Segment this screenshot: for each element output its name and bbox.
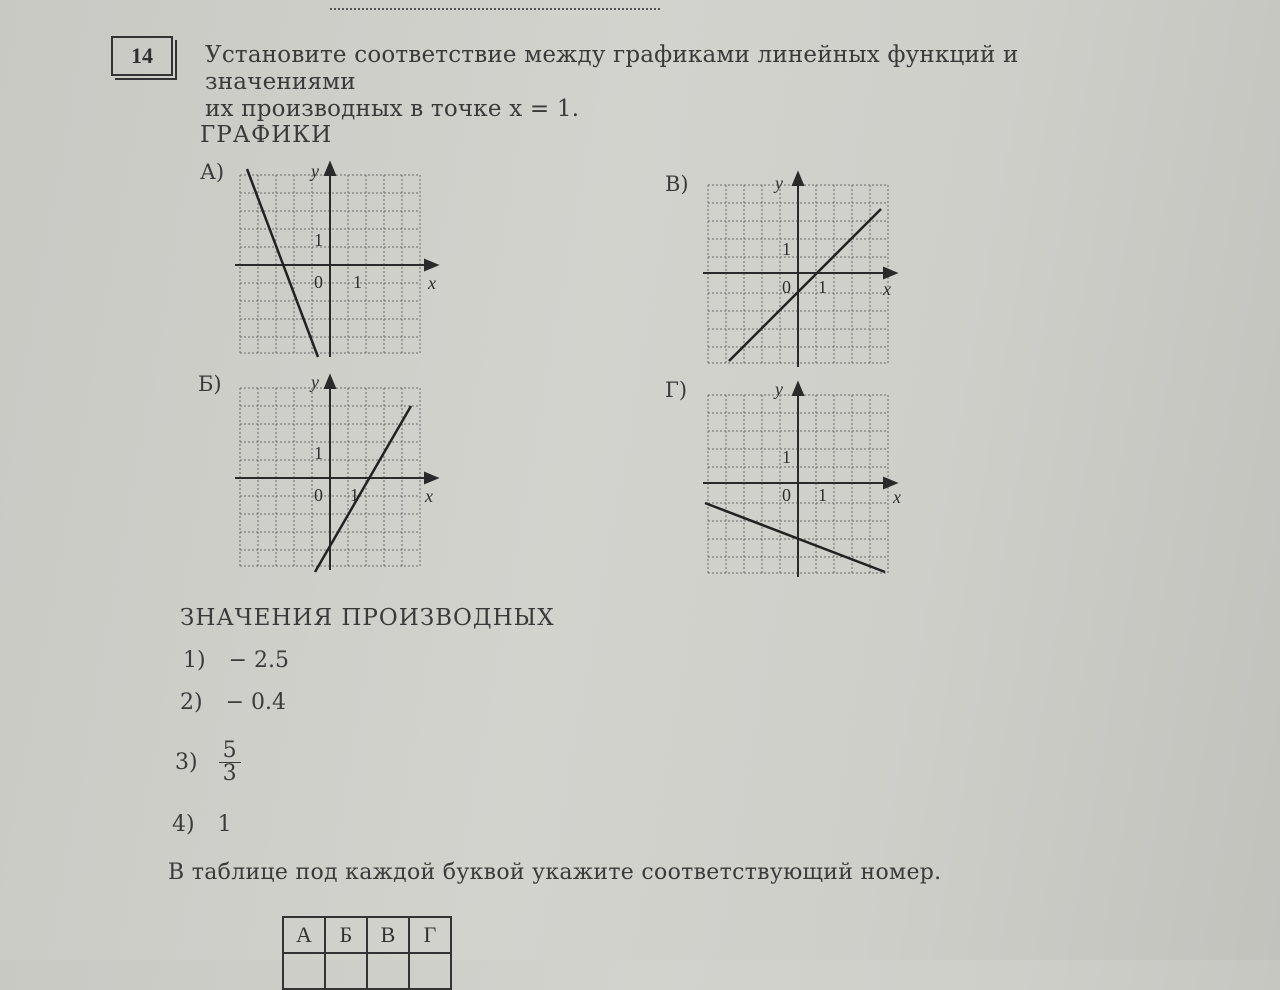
- answer-cell-a[interactable]: [283, 953, 325, 989]
- answer-col-g: Г: [409, 917, 451, 953]
- graph-v-unit-y: 1: [782, 239, 791, 259]
- graph-a: [225, 155, 450, 365]
- instruction-text: В таблице под каждой буквой укажите соответствующий номер.: [168, 860, 942, 885]
- answer-table-header-row: [283, 917, 451, 953]
- graph-b: [225, 368, 450, 578]
- graph-g-label: Г): [665, 378, 688, 402]
- graph-a-x-label: x: [428, 273, 436, 293]
- graph-g-origin: 0: [782, 485, 791, 505]
- value-4-num: 4): [172, 812, 195, 837]
- graph-g-y-label: y: [775, 379, 783, 399]
- answer-table: [282, 916, 452, 990]
- graph-g-unit-x: 1: [818, 485, 827, 505]
- value-4-text: 1: [217, 812, 232, 837]
- values-heading: ЗНАЧЕНИЯ ПРОИЗВОДНЫХ: [180, 605, 555, 631]
- graph-b-unit-x: 1: [350, 485, 359, 505]
- value-2-text: − 0.4: [225, 690, 287, 715]
- graph-a-label: А): [200, 160, 225, 184]
- graph-b-axes: [235, 376, 437, 570]
- graph-b-y-label: y: [311, 372, 319, 392]
- graph-a-origin: 0: [314, 272, 323, 292]
- graph-v: [693, 165, 918, 375]
- value-3-fraction: [219, 740, 241, 785]
- graph-b-x-label: x: [425, 486, 433, 506]
- graph-b-unit-y: 1: [314, 443, 323, 463]
- graph-g: [693, 375, 918, 585]
- graph-g-axes: [703, 383, 896, 577]
- question-line-1: Установите соответствие между графиками линейных функций и значениями: [205, 42, 1019, 95]
- task-number-box: 14: [111, 36, 173, 76]
- graph-a-y-label: y: [311, 161, 319, 181]
- graph-v-x-label: x: [883, 279, 891, 299]
- answer-table-input-row: [283, 953, 451, 989]
- answer-cell-g[interactable]: [409, 953, 451, 989]
- graph-v-y-label: y: [775, 173, 783, 193]
- graph-a-unit-y: 1: [314, 230, 323, 250]
- graph-v-line: [729, 209, 881, 361]
- graph-b-origin: 0: [314, 485, 323, 505]
- graph-v-label: В): [665, 172, 689, 196]
- answer-col-a: А: [283, 917, 325, 953]
- answer-col-v: В: [367, 917, 409, 953]
- answer-cell-v[interactable]: [367, 953, 409, 989]
- value-item-3: [175, 740, 241, 785]
- value-2-num: 2): [180, 690, 203, 715]
- value-3-numerator: 5: [219, 740, 241, 763]
- graphs-heading: ГРАФИКИ: [200, 122, 333, 148]
- question-text: [205, 42, 1145, 123]
- graph-v-axes: [703, 173, 896, 367]
- answer-cell-b[interactable]: [325, 953, 367, 989]
- value-3-num: 3): [175, 750, 198, 775]
- question-line-2: их производных в точке x = 1.: [205, 96, 580, 122]
- value-3-denominator: 3: [222, 761, 237, 786]
- value-1-num: 1): [183, 648, 206, 673]
- answer-col-b: Б: [325, 917, 367, 953]
- value-item-4: [172, 812, 232, 837]
- value-item-2: [180, 690, 286, 715]
- graph-g-unit-y: 1: [782, 447, 791, 467]
- value-1-text: − 2.5: [228, 648, 290, 673]
- graph-b-label: Б): [198, 372, 222, 396]
- graph-g-x-label: x: [893, 487, 901, 507]
- graph-a-axes: [235, 163, 437, 357]
- value-item-1: [183, 648, 289, 673]
- graph-v-unit-x: 1: [818, 277, 827, 297]
- top-dotted-line: [330, 8, 660, 10]
- graph-a-unit-x: 1: [353, 272, 362, 292]
- graph-g-line: [705, 503, 885, 572]
- graph-v-origin: 0: [782, 277, 791, 297]
